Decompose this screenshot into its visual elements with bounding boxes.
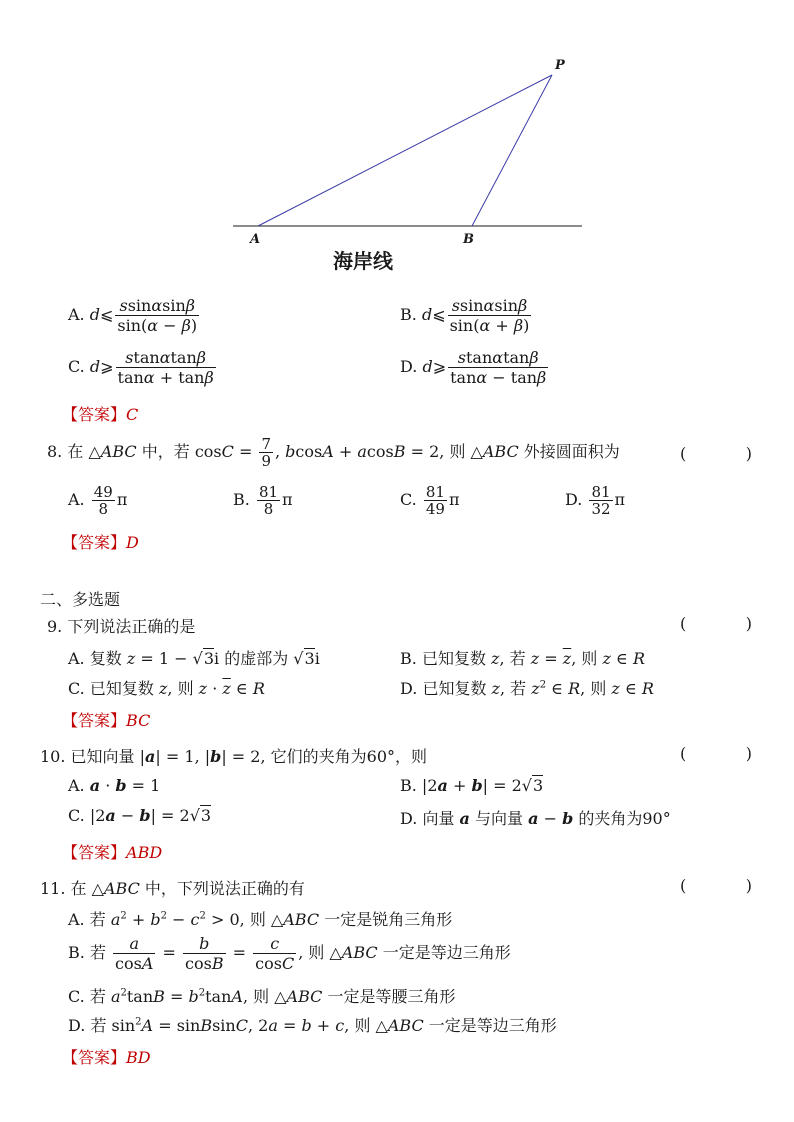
q7-option-d: D. d⩾ $\frac{stan\alpha\tan\beta}{\tan\alpha - \tan\beta}$ bbox=[400, 348, 547, 387]
q8-answer-parens: ( ) bbox=[680, 444, 752, 463]
q10-option-c: C. |2a − b| = 2√3 bbox=[68, 806, 212, 825]
q11-option-a: A. 若 $a^2 + b^2 - c^2 > 0$, 则 △ABC 一定是锐角三角形 bbox=[68, 910, 453, 929]
q9-option-a: A. 复数 z = 1 − √3i 的虚部为 √3i bbox=[68, 649, 320, 668]
q10-option-d: D. 向量 a 与向量 a − b 的夹角为90° bbox=[400, 809, 671, 828]
q7-option-a: A. d⩽ $\frac{ssin\alpha\sin\beta}{\sin(\alpha - \beta)}$ bbox=[68, 296, 198, 335]
q10-stem: 10. 已知向量 |a| = 1, |b| = 2, 它们的夹角为60°，则 bbox=[40, 747, 428, 766]
q8-option-d: D. $\frac{81}{32}$ π bbox=[565, 483, 626, 518]
q11-option-d: D. 若 $\sin^2A$ = sinBsinC, 2a = b + c, 则 △ABC 一定是等边三角形 bbox=[68, 1016, 557, 1035]
q7-option-c: C. d⩾ $\frac{stan\alpha\tan\beta}{\tan\alpha + \tan\beta}$ bbox=[68, 348, 214, 387]
q8-stem: 8. 在 △ABC 中，若 cosC = $\frac{7}{9}$ , bcosA + acosB = 2, 则 △ABC 外接圆面积为 bbox=[47, 435, 620, 470]
point-b-label: B bbox=[463, 232, 474, 247]
q8-answer: 【答案】D bbox=[62, 533, 139, 552]
q10-answer-parens: ( ) bbox=[680, 744, 752, 763]
q8-option-b: B. $\frac{81}{8}$ π bbox=[233, 483, 293, 518]
q11-answer: 【答案】BD bbox=[62, 1048, 151, 1067]
q9-option-d: D. 已知复数 z, 若 $z^2$ ∈ R, 则 z ∈ R bbox=[400, 679, 654, 698]
q8-option-c: C. $\frac{81}{49}$ π bbox=[400, 483, 460, 518]
q9-option-b: B. 已知复数 z, 若 $z = \overline{z}$, 则 z ∈ R bbox=[400, 649, 645, 668]
q10-option-b: B. |2a + b| = 2√3 bbox=[400, 776, 544, 795]
q7-answer: 【答案】C bbox=[62, 405, 139, 424]
point-p-label: P bbox=[555, 58, 565, 73]
coastline-label: 海岸线 bbox=[333, 249, 393, 273]
q10-option-a: A. a · b = 1 bbox=[68, 776, 161, 795]
q9-answer-parens: ( ) bbox=[680, 614, 752, 633]
q9-option-c: C. 已知复数 z, 则 $z \cdot \overline{z}$ ∈ R bbox=[68, 679, 265, 698]
q8-option-a: A. $\frac{49}{8}$ π bbox=[68, 483, 128, 518]
coastline-figure bbox=[0, 0, 794, 290]
section-title: 二、多选题 bbox=[40, 590, 121, 609]
segment-bp bbox=[472, 75, 552, 226]
q11-stem: 11. 在 △ABC 中，下列说法正确的有 bbox=[40, 879, 305, 898]
q7-option-b: B. d⩽ $\frac{ssin\alpha\sin\beta}{\sin(\alpha + \beta)}$ bbox=[400, 296, 530, 335]
segment-ap bbox=[258, 75, 552, 226]
q9-stem: 9. 下列说法正确的是 bbox=[47, 617, 196, 636]
q11-option-b: B. 若 $\frac{a}{\cos A}$ = $\frac{b}{\cos B}$ = $\frac{c}{\cos C}$ , 则 △ABC 一定是等边三角形 bbox=[68, 934, 511, 973]
q11-option-c: C. 若 $a^2\tan B = b^2\tan A$, 则 △ABC 一定是等腰三角形 bbox=[68, 987, 456, 1006]
point-a-label: A bbox=[250, 232, 261, 247]
q9-answer: 【答案】BC bbox=[62, 711, 151, 730]
q11-answer-parens: ( ) bbox=[680, 876, 752, 895]
q10-answer: 【答案】ABD bbox=[62, 843, 163, 862]
